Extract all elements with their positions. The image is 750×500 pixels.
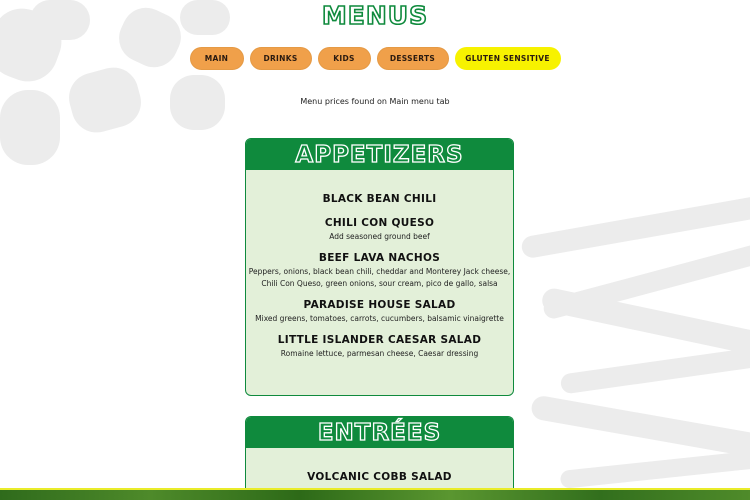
page-title: MENUS [321, 1, 429, 30]
menu-item [246, 471, 513, 483]
item-name: CHILI CON QUESO [324, 217, 435, 229]
tab-main[interactable]: MAIN [190, 47, 244, 70]
item-description: Romaine lettuce, parmesan cheese, Caesar dressing [280, 349, 479, 358]
tab-kids[interactable]: KIDS [318, 47, 371, 70]
item-name: BEEF LAVA NACHOS [318, 252, 441, 264]
item-description: Mixed greens, tomatoes, carrots, cucumbers, balsamic vinaigrette [255, 314, 504, 323]
menu-item [246, 193, 513, 205]
item-description-line: Peppers, onions, black bean chili, cheddar and Monterey Jack cheese, [248, 267, 511, 276]
tab-gluten-sensitive[interactable]: GLUTEN SENSITIVE [455, 47, 561, 70]
menu-item [246, 299, 513, 325]
tab-drinks[interactable]: DRINKS [250, 47, 312, 70]
item-name: LITTLE ISLANDER CAESAR SALAD [277, 334, 482, 346]
item-name: VOLCANIC COBB SALAD [307, 471, 452, 483]
item-description: Add seasoned ground beef [329, 232, 430, 241]
prices-note: Menu prices found on Main menu tab [300, 97, 450, 106]
foliage-footer [0, 488, 750, 500]
appetizers-card [245, 138, 514, 396]
item-name: PARADISE HOUSE SALAD [303, 299, 456, 311]
entrees-heading: ENTRÉES [246, 417, 513, 448]
item-description-line: Chili Con Queso, green onions, sour cream, pico de gallo, salsa [261, 279, 498, 288]
menu-item [246, 252, 513, 290]
menu-item [246, 217, 513, 243]
item-name: BLACK BEAN CHILI [322, 193, 437, 205]
menu-item [246, 334, 513, 360]
menu-tabs [0, 47, 750, 70]
item-description [246, 266, 513, 290]
tab-desserts[interactable]: DESSERTS [377, 47, 449, 70]
appetizers-heading: APPETIZERS [246, 139, 513, 170]
